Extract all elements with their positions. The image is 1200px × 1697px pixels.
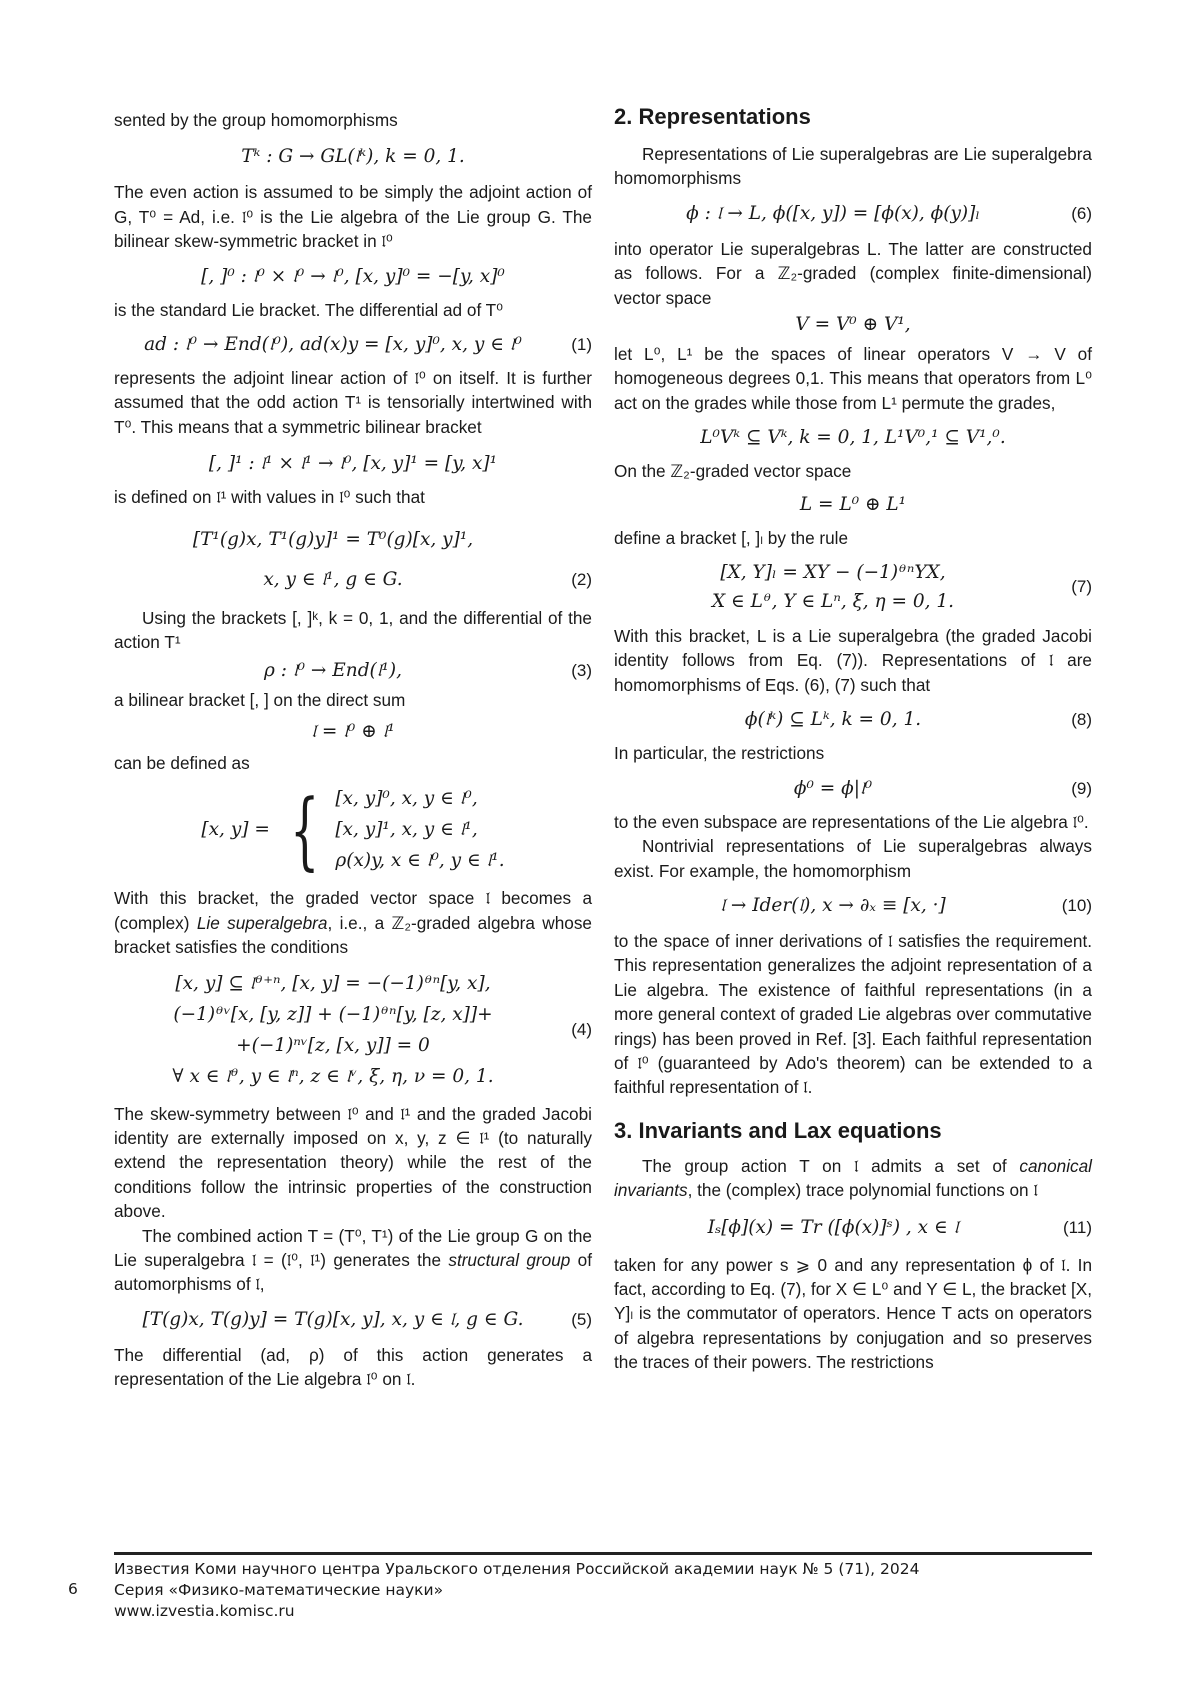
equation-line: Tᵏ : G → GL(𝔩ᵏ), k = 0, 1. — [241, 146, 465, 168]
equation-line: [T¹(g)x, T¹(g)y]¹ = T⁰(g)[x, y]¹, — [192, 528, 474, 550]
equation-line: [x, y] ⊆ 𝔩ᶿ⁺ⁿ, [x, y] = −(−1)ᶿⁿ[y, x], — [175, 972, 491, 994]
case-line: ρ(x)y, x ∈ 𝔩⁰, y ∈ 𝔩¹. — [335, 850, 505, 872]
piecewise-equation — [114, 780, 592, 879]
equation-5 — [114, 1307, 592, 1333]
paragraph: to the even subspace are representations of the Lie algebra 𝔩⁰. — [614, 811, 1089, 832]
paragraph: a bilinear bracket [, ] on the direct sum — [114, 690, 406, 711]
paragraph: With this bracket, L is a Lie superalgebra (the graded Jacobi identity follows from Eq. (7)). Representations of 𝔩 are homomorphisms of Eqs. (6), (7) such that — [614, 626, 1092, 695]
equation-line: ρ : 𝔩⁰ → End(𝔩¹), — [263, 660, 402, 682]
paragraph — [614, 1154, 1092, 1203]
equation — [614, 492, 1092, 518]
right-column — [614, 104, 1092, 1375]
equation-6 — [614, 201, 1092, 227]
equation — [114, 451, 592, 477]
journal-series: Серия «Физико-математические науки» — [114, 1581, 444, 1599]
paragraph: Representations of Lie superalgebras are Lie superalgebra homomorphisms — [614, 144, 1092, 189]
equation-line: x, y ∈ 𝔩¹, g ∈ G. — [263, 568, 403, 590]
text: of automorphisms of 𝔩, — [114, 1249, 592, 1295]
equation-line: +(−1)ⁿᵛ[z, [x, y]] = 0 — [236, 1034, 430, 1056]
page-number: 6 — [68, 1580, 78, 1598]
equation-number: (2) — [571, 569, 592, 589]
equation-line: Iₛ[ϕ](x) = Tr ([ϕ(x)]ˢ) , x ∈ 𝔩 — [707, 1216, 959, 1238]
equation-number: (4) — [571, 1019, 592, 1039]
equation-line: L = L⁰ ⊕ L¹ — [799, 493, 907, 515]
equation-line: ϕ(𝔩ᵏ) ⊆ Lᵏ, k = 0, 1. — [744, 709, 922, 731]
equation-7 — [614, 558, 1092, 616]
equation — [114, 144, 592, 170]
cases-body — [335, 783, 504, 876]
text: The combined action T = (T⁰, T¹) of the Lie group G on the Lie superalgebra 𝔩 = (𝔩⁰, 𝔩¹) generates the — [114, 1225, 592, 1270]
paragraph: taken for any power s ⩾ 0 and any representation ϕ of 𝔩. In fact, according to Eq. (7), for X ∈ L⁰ and Y ∈ L, the bracket [X, Y]ₗ is the commutator of operators. Hence T acts on operators of algebra representations by conjugation and so preserves the traces of their powers. The restrictions — [614, 1254, 1092, 1373]
equation-line: ∀ x ∈ 𝔩ᶿ, y ∈ 𝔩ⁿ, z ∈ 𝔩ᵛ, ξ, η, ν = 0, 1. — [172, 1065, 494, 1087]
paragraph — [114, 886, 592, 959]
equation-line: V = V⁰ ⊕ V¹, — [795, 314, 911, 336]
section-heading: 2. Representations — [614, 104, 811, 129]
paragraph: is the standard Lie bracket. The differential ad of T⁰ — [114, 299, 504, 320]
paragraph: The differential (ad, ρ) of this action generates a representation of the Lie algebra 𝔩⁰ on 𝔩. — [114, 1344, 592, 1390]
journal-website[interactable]: www.izvestia.komisc.ru — [114, 1602, 295, 1620]
paragraph: On the ℤ₂-graded vector space — [614, 461, 852, 482]
emphasis: Lie superalgebra — [196, 912, 328, 933]
section-heading: 3. Invariants and Lax equations — [614, 1117, 942, 1143]
equation-number: (11) — [1063, 1217, 1092, 1237]
equation-8 — [614, 707, 1092, 733]
paragraph: define a bracket [, ]ₗ by the rule — [614, 527, 849, 548]
equation-line: [, ]¹ : 𝔩¹ × 𝔩¹ → 𝔩⁰, [x, y]¹ = [y, x]¹ — [208, 453, 498, 475]
equation-4 — [114, 968, 592, 1092]
equation-line: X ∈ Lᶿ, Y ∈ Lⁿ, ξ, η = 0, 1. — [711, 591, 955, 613]
text: , the (complex) trace polynomial functions on 𝔩 — [687, 1180, 1038, 1201]
equation — [614, 312, 1092, 338]
equation-line: [X, Y]ₗ = XY − (−1)ᶿⁿYX, — [720, 562, 946, 584]
equation-number: (8) — [1071, 710, 1092, 730]
equation-number: (9) — [1071, 778, 1092, 798]
paragraph — [114, 1224, 592, 1297]
paragraph: represents the adjoint linear action of 𝔩⁰ on itself. It is further assumed that the odd action T¹ is tensorially intertwined with T⁰. This means that a symmetric bilinear bracket — [114, 368, 592, 437]
text: , i.e., a ℤ₂-graded algebra whose bracket satisfies the conditions — [114, 912, 592, 958]
paragraph: The skew-symmetry between 𝔩⁰ and 𝔩¹ and the graded Jacobi identity are externally imposed on x, y, z ∈ 𝔩¹ (to naturally extend the representation theory) while the rest of the conditions follow the intrinsic properties of the construction above. — [114, 1103, 592, 1222]
paragraph: let L⁰, L¹ be the spaces of linear operators V → V of homogeneous degrees 0,1. This means that operators from L⁰ act on the grades while those from L¹ permute the grades, — [614, 344, 1092, 413]
journal-title: Известия Коми научного центра Уральского отделения Российской академии наук № 5 (71), 2024 — [114, 1560, 920, 1578]
equation-1 — [114, 332, 592, 358]
paragraph: can be defined as — [114, 752, 250, 773]
case-line: [x, y]¹, x, y ∈ 𝔩¹, — [335, 819, 478, 841]
text: With this bracket, the graded vector space 𝔩 becomes a (complex) — [114, 888, 592, 933]
equation-line: (−1)ᶿᵛ[x, [y, z]] + (−1)ᶿⁿ[y, [z, x]]+ — [173, 1003, 493, 1025]
equation-line: 𝔩 → Ider(𝔩), x → ∂ₓ ≡ [x, ·] — [720, 894, 946, 916]
equation-number: (1) — [571, 335, 592, 355]
emphasis: canonical invariants — [614, 1155, 1092, 1201]
equation-line: 𝔩 = 𝔩⁰ ⊕ 𝔩¹ — [311, 720, 395, 742]
footer-rule — [114, 1552, 1092, 1555]
left-brace: { — [289, 780, 320, 879]
equation-number: (6) — [1071, 203, 1092, 223]
equation-line: L⁰Vᵏ ⊆ Vᵏ, k = 0, 1, L¹V⁰,¹ ⊆ V¹,⁰. — [700, 427, 1006, 449]
paragraph: In particular, the restrictions — [614, 743, 825, 764]
equation-line: [T(g)x, T(g)y] = T(g)[x, y], x, y ∈ 𝔩, g ∈ G. — [142, 1308, 524, 1330]
equation-10 — [614, 893, 1092, 919]
left-column — [114, 108, 592, 1392]
equation-line: ad : 𝔩⁰ → End(𝔩⁰), ad(x)y = [x, y]⁰, x, y ∈ 𝔩⁰ — [144, 334, 522, 356]
paragraph: The even action is assumed to be simply the adjoint action of G, T⁰ = Ad, i.e. 𝔩⁰ is the Lie algebra of the Lie group G. The bilinear skew-symmetric bracket in 𝔩⁰ — [114, 182, 592, 252]
emphasis: structural group — [448, 1249, 571, 1270]
equation-11 — [614, 1215, 1092, 1241]
equation-2 — [114, 520, 592, 600]
equation-number: (5) — [571, 1309, 592, 1329]
paragraph: into operator Lie superalgebras L. The latter are constructed as follows. For a ℤ₂-graded (complex finite-dimensional) vector space — [614, 238, 1092, 308]
paragraph: sented by the group homomorphisms — [114, 110, 398, 130]
equation-3 — [114, 658, 592, 684]
equation-line: [, ]⁰ : 𝔩⁰ × 𝔩⁰ → 𝔩⁰, [x, y]⁰ = −[y, x]⁰ — [201, 265, 505, 287]
equation — [114, 719, 592, 745]
journal-footer — [114, 1559, 919, 1622]
paragraph: Using the brackets [, ]ᵏ, k = 0, 1, and the differential of the action T¹ — [114, 607, 592, 653]
equation-line: ϕ⁰ = ϕ|𝔩⁰ — [793, 777, 873, 799]
case-line: [x, y]⁰, x, y ∈ 𝔩⁰, — [335, 788, 478, 810]
equation-line: ϕ : 𝔩 → L, ϕ([x, y]) = [ϕ(x), ϕ(y)]ₗ — [686, 202, 980, 224]
equation-number: (7) — [1071, 577, 1092, 597]
equation — [114, 264, 592, 290]
equation-9 — [614, 776, 1092, 802]
equation-number: (3) — [571, 661, 592, 681]
paragraph: to the space of inner derivations of 𝔩 satisfies the requirement. This representation generalizes the adjoint representation of a Lie algebra. The existence of faithful representations (in a more general context of graded Lie algebras over commutative rings) has been proved in Ref. [3]. Each faithful representation of 𝔩⁰ (guaranteed by Ado's theorem) can be extended to a faithful representation of 𝔩. — [614, 930, 1092, 1098]
text: The group action T on 𝔩 admits a set of — [642, 1155, 1020, 1176]
equation — [614, 425, 1092, 451]
paragraph: is defined on 𝔩¹ with values in 𝔩⁰ such that — [114, 487, 425, 508]
equation-number: (10) — [1061, 895, 1092, 915]
paragraph: Nontrivial representations of Lie superalgebras always exist. For example, the homomorphism — [614, 836, 1092, 881]
equation-lhs: [x, y] = — [201, 818, 270, 840]
